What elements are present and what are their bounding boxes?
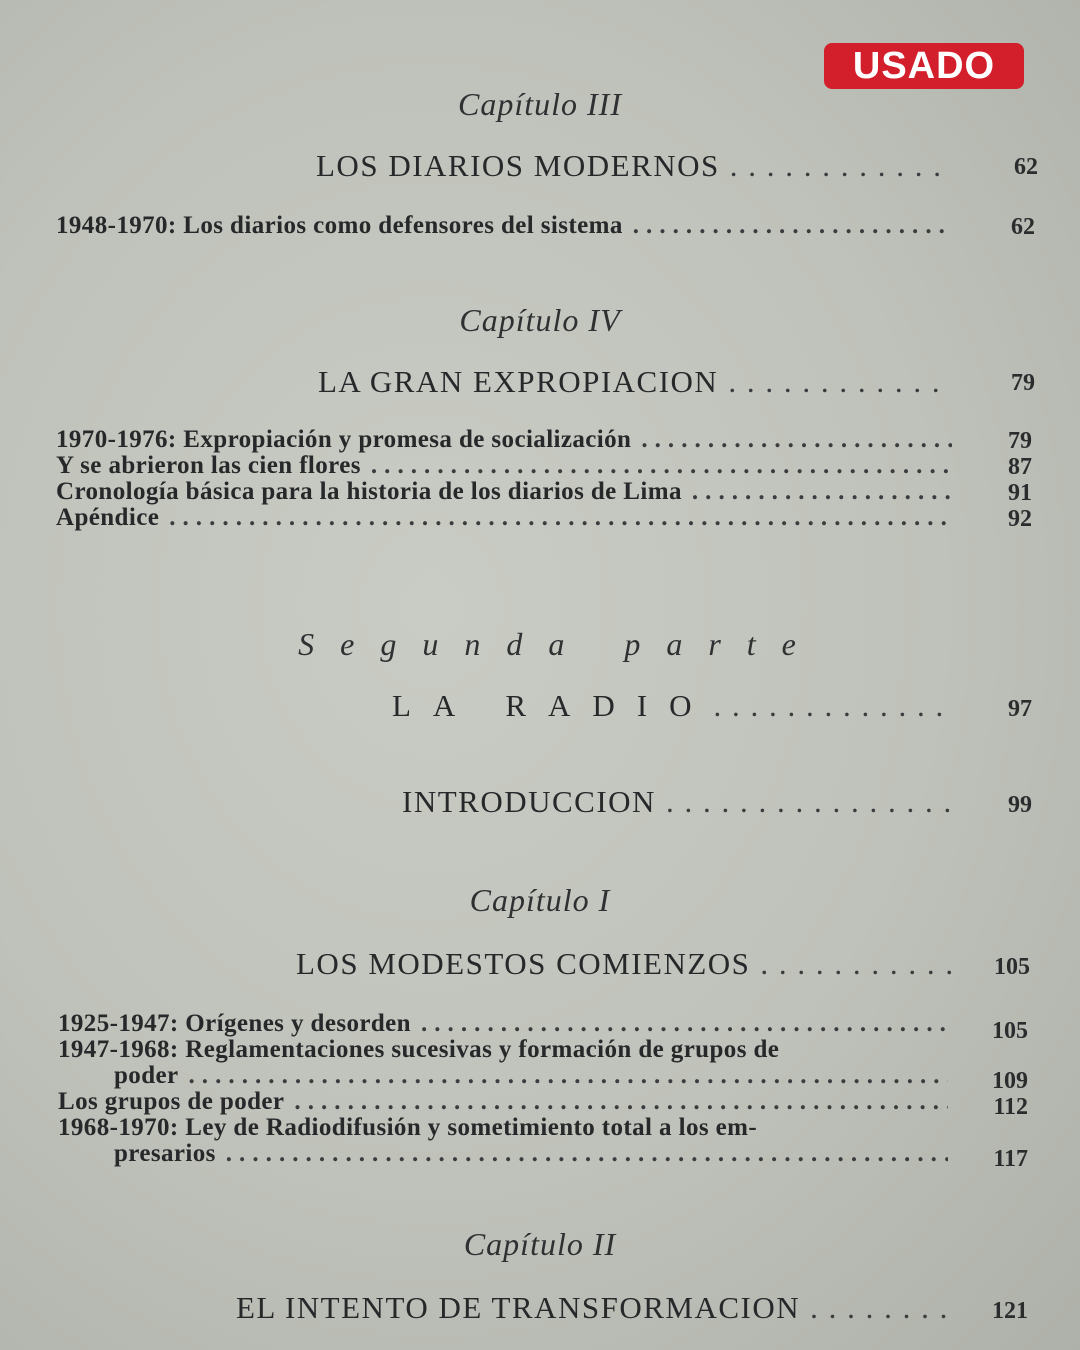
introduction-title: INTRODUCCION (402, 784, 656, 819)
toc-entry-page: 109 (992, 1068, 1028, 1094)
toc-entry-page: 79 (1008, 428, 1032, 454)
introduction-page: 99 (1008, 792, 1032, 818)
toc-entry-page: 92 (1008, 506, 1032, 532)
toc-entry-page: 87 (1008, 454, 1032, 480)
chapter-4-title: LA GRAN EXPROPIACION (318, 364, 719, 399)
toc-entry-page: 117 (993, 1146, 1028, 1172)
part-2-heading (392, 688, 952, 724)
chapter-3-heading (316, 148, 952, 184)
part-2-label: Segunda parte (298, 626, 822, 662)
toc-entry-continuation: presarios . . . (114, 1140, 948, 1168)
chapter-1-page: 105 (994, 954, 1030, 980)
toc-entry: Y se abrieron las cien flores . . . (56, 452, 952, 480)
toc-entry-page: 62 (1011, 214, 1035, 240)
chapter-4-page: 79 (1011, 370, 1035, 396)
toc-entry-page: 112 (993, 1094, 1028, 1120)
toc-entry-page: 91 (1008, 480, 1032, 506)
toc-entry: 1925-1947: Orígenes y desorden . . . (58, 1010, 948, 1038)
toc-entry: Los grupos de poder . . . (58, 1088, 948, 1116)
chapter-4-heading (318, 364, 952, 400)
chapter-1-label: Capítulo I (469, 882, 611, 918)
toc-entry: Cronología básica para la historia de los diarios de Lima . . . (56, 478, 952, 506)
toc-entry: 1947-1968: Reglamentaciones sucesivas y formación de grupos de (58, 1036, 780, 1063)
part-2-title: LA RADIO (392, 688, 714, 723)
toc-entry: 1948-1970: Los diarios como defensores del sistema . . . (56, 212, 952, 240)
toc-entry: Apéndice . . . (56, 504, 952, 532)
chapter-1-heading (296, 946, 952, 982)
toc-entry: 1968-1970: Ley de Radiodifusión y sometimiento total a los em- (58, 1114, 758, 1141)
introduction-heading (402, 784, 952, 820)
toc-entry-page: 105 (992, 1018, 1028, 1044)
chapter-2-heading (236, 1290, 950, 1326)
chapter-2-title: EL INTENTO DE TRANSFORMACION (236, 1290, 801, 1325)
chapter-3-title: LOS DIARIOS MODERNOS (316, 148, 720, 183)
chapter-1-title: LOS MODESTOS COMIENZOS (296, 946, 751, 981)
chapter-2-page: 121 (992, 1298, 1028, 1324)
chapter-3-label: Capítulo III (458, 86, 622, 122)
used-badge: USADO (824, 43, 1024, 89)
toc-entry-continuation: poder . . . (114, 1062, 948, 1090)
chapter-3-page: 62 (1014, 154, 1038, 180)
chapter-2-label: Capítulo II (463, 1226, 617, 1262)
chapter-4-label: Capítulo IV (459, 302, 621, 338)
toc-entry: 1970-1976: Expropiación y promesa de socialización . . . (56, 426, 952, 454)
part-2-page: 97 (1008, 696, 1032, 722)
